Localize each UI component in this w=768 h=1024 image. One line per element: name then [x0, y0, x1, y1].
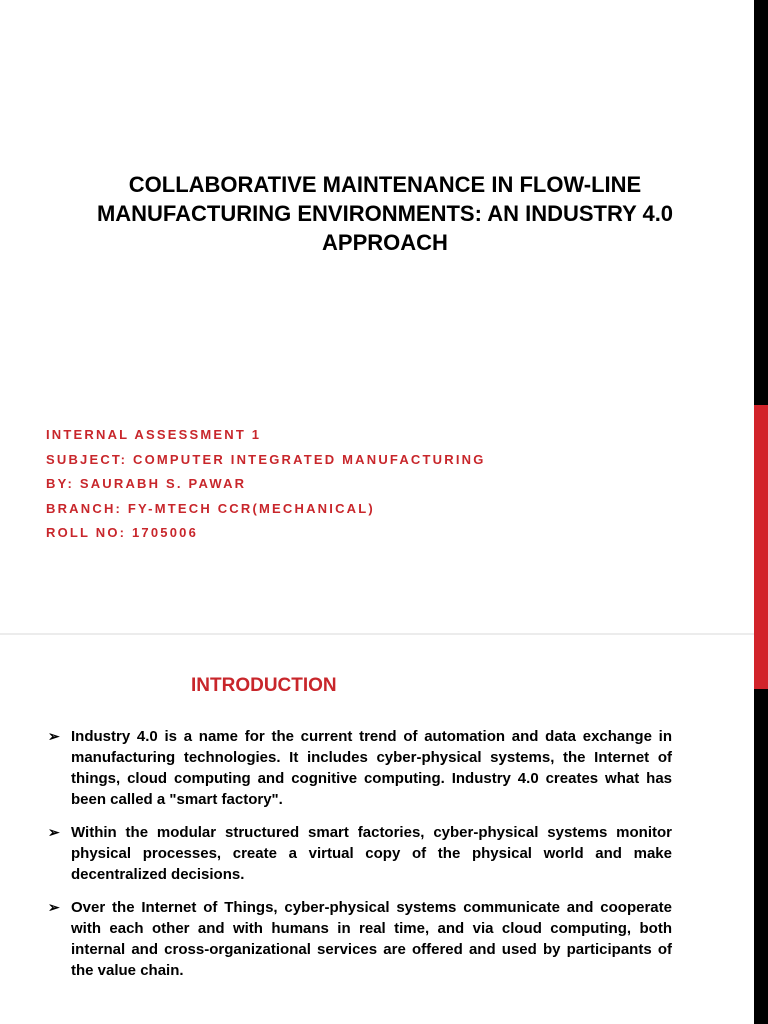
subtitle-roll-no: ROLL NO: 1705006 — [46, 525, 199, 540]
subtitle-subject: SUBJECT: COMPUTER INTEGRATED MANUFACTURING — [46, 451, 486, 467]
sidebar-accent-red — [754, 405, 768, 689]
bullet-text: Within the modular structured smart factories, cyber-physical systems monitor physical processes, create a virtual copy of the physical world and make decentralized decisions. — [71, 824, 672, 883]
subtitle-assessment: INTERNAL ASSESSMENT 1 — [46, 427, 262, 442]
subtitle-branch: BRANCH: FY-MTECH CCR(MECHANICAL) — [46, 500, 375, 516]
bullet-text: Over the Internet of Things, cyber-physical systems communicate and cooperate with each other and with humans in real time, and via cloud computing, both internal and cross-organizational services are offered and used by participants of the value chain. — [71, 899, 672, 979]
bullet-text: Industry 4.0 is a name for the current trend of automation and data exchange in manufacturing technologies. It includes cyber-physical systems, the Internet of things, cloud computing and cognitive computing. Industry 4.0 creates what has been called a "smart factory". — [71, 728, 672, 808]
arrowhead-bullet-icon: ➢ — [48, 728, 60, 744]
subtitle-block — [46, 423, 746, 546]
slide-divider — [0, 633, 754, 635]
arrowhead-bullet-icon: ➢ — [48, 899, 60, 915]
slide-title: COLLABORATIVE MAINTENANCE IN FLOW-LINE MANUFACTURING ENVIRONMENTS: AN INDUSTRY 4.0 APPROACH — [96, 172, 674, 255]
introduction-heading: INTRODUCTION — [191, 675, 337, 696]
introduction-bullet-list — [48, 726, 672, 993]
arrowhead-bullet-icon: ➢ — [48, 824, 60, 840]
bullet-item — [48, 822, 672, 885]
bullet-item — [48, 897, 672, 981]
bullet-item — [48, 726, 672, 810]
subtitle-author: BY: SAURABH S. PAWAR — [46, 476, 247, 491]
